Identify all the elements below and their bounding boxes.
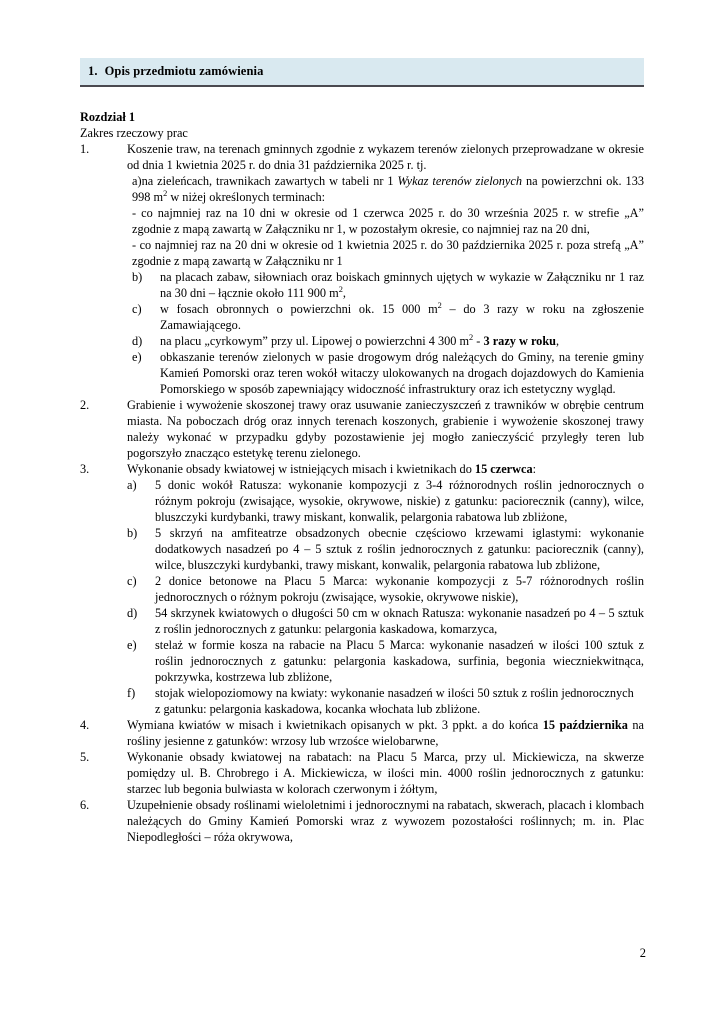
list-item-3d-marker: d) (127, 605, 138, 620)
list-item-1d-marker: d) (132, 334, 143, 349)
list-item-6-marker: 6. (80, 797, 90, 812)
page-content (80, 58, 644, 846)
list-item-5-text: Wykonanie obsady kwiatowej na rabatach: na Placu 5 Marca, przy ul. Mickiewicza, na skwerze pomiędzy ul. B. Chrobrego i A. Mickiewicza, w ilości min. 4000 roślin jednorocznych z gatunku: starzec lub begonia bulwiasta w kolorach czerwonym i żółtym, (127, 749, 644, 796)
list-item-3-letter-list (127, 478, 644, 718)
list-item-3d-text: 54 skrzynek kwiatowych o długości 50 cm w oknach Ratusza: wykonanie nasadzeń po 4 – 5 sztuk z roślin jednorocznych z gatunku: pelargonia kaskadowa, komarzyca, (155, 605, 644, 636)
list-item-4 (80, 718, 644, 750)
list-item-1d (132, 334, 644, 350)
list-item-4-marker: 4. (80, 717, 90, 732)
list-item-3f-marker: f) (127, 685, 136, 700)
list-item-3f (127, 686, 644, 718)
section-heading-band (80, 58, 644, 87)
list-item-4-text-part1: Wymiana kwiatów w misach i kwietnikach opisanych w pkt. 3 ppkt. a do końca (127, 717, 543, 732)
list-item-6-text: Uzupełnienie obsady roślinami wieloletnimi i jednorocznymi na rabatach, skwerach, placach i klombach należących do Gminy Kamień Pomorski wraz z wywozem pozostałości roślinnych; m. in. Plac Niepodległości – róża okrywowa, (127, 797, 644, 844)
list-item-1b-text-part2: , (342, 286, 346, 301)
list-item-4-text-part2: na rośliny jesienne z gatunków: wrzosy lub wrzośce wielobarwne, (127, 717, 644, 748)
section-heading-title: Opis przedmiotu zamówienia (104, 64, 264, 78)
list-item-1e (132, 350, 644, 398)
list-item-1c-text-part2: – do 3 razy w roku na zgłoszenie Zamawiającego. (160, 302, 644, 333)
list-item-1c-superscript: 2 (437, 301, 442, 311)
page-number: 2 (639, 946, 646, 960)
list-item-1a-dash-2: - co najmniej raz na 20 dni w okresie od 1 kwietnia 2025 r. do 30 października 2025 r. poza strefą „A” zgodnie z mapą zawartą w Załączniku nr 1 (132, 238, 644, 269)
list-item-1a-dash-1: - co najmniej raz na 10 dni w okresie od 1 czerwca 2025 r. do 30 września 2025 r. w strefie „A” zgodnie z mapą zawartą w Załączniku nr 1, w pozostałym okresie, co najmniej raz na 20 dni, (132, 206, 644, 237)
list-item-5-marker: 5. (80, 749, 90, 764)
list-item-1d-text-part1: na placu „cyrkowym” przy ul. Lipowej o powierzchni 4 300 m (160, 334, 470, 349)
list-item-1b-marker: b) (132, 270, 143, 285)
list-item-3e-text: stelaż w formie kosza na rabacie na Placu 5 Marca: wykonanie nasadzeń w ilości 100 sztuk z roślin jednorocznych z gatunku: pelargonia kaskadowa, surfinia, begonia wieczniekwitnąca, pokrzywka, kostrzewa lub zbliżone, (155, 637, 644, 684)
list-item-3e (127, 638, 644, 686)
list-item-1b-text-part1: na placach zabaw, siłowniach oraz boiskach gminnych ujętych w wykazie w Załączniku nr 1 raz na 30 dni – łącznie około 111 900 m (160, 270, 644, 301)
list-item-1-subitems (132, 174, 644, 398)
list-item-1a-superscript: 2 (163, 189, 168, 199)
list-item-1a-italic-ref: Wykaz terenów zielonych (397, 174, 522, 189)
list-item-2 (80, 398, 644, 462)
main-numbered-list (80, 142, 644, 845)
list-item-3f-text-line1: stojak wielopoziomowy na kwiaty: wykonanie nasadzeń w ilości 50 sztuk z roślin jednorocznych (155, 685, 634, 700)
list-item-3f-text-line2: z gatunku: pelargonia kaskadowa, kocanka włochata lub zbliżone. (155, 701, 481, 716)
chapter-subtitle: Zakres rzeczowy prac (80, 126, 188, 141)
list-item-1d-superscript: 2 (469, 333, 474, 343)
list-item-1-marker: 1. (80, 142, 90, 157)
list-item-3a-marker: a) (127, 477, 137, 492)
list-item-3a-text: 5 donic wokół Ratusza: wykonanie kompozycji z 3-4 różnorodnych roślin jednorocznych o różnym pokroju (zwisające, wysokie, okrywowe, niskie) z gatunku: paciorecznik (canny), wilce, bluszczyki kurdybanki, trawy miskant, konwalik, pelargonia rabatowa lub zbliżone, (155, 477, 644, 524)
list-item-3b-text: 5 skrzyń na amfiteatrze obsadzonych obecnie częściowo krzewami iglastymi: wykonanie dodatkowych nasadzeń po 4 – 5 sztuk z roślin jednorocznych z gatunku: paciorecznik (canny), wilce, bluszczyki kurdybanki, trawy miskant, konwalik, pelargonia rabatowa lub zbliżone, (155, 525, 644, 572)
list-item-3d (127, 606, 644, 638)
list-item-1e-marker: e) (132, 350, 142, 365)
list-item-1a-text-part2: na powierzchni ok. 133 998 m (132, 174, 645, 205)
list-item-4-bold-deadline: 15 października (542, 717, 628, 732)
list-item-3-lead-part1: Wykonanie obsady kwiatowej w istniejących misach i kwietnikach do (127, 462, 475, 476)
list-item-1c-text-part1: w fosach obronnych o powierzchni ok. 15 000 m (160, 302, 438, 317)
list-item-1d-bold-frequency: 3 razy w roku (483, 334, 557, 349)
list-item-3-bold-deadline: 15 czerwca (474, 462, 533, 476)
list-item-5 (80, 750, 644, 798)
list-item-6 (80, 798, 644, 846)
list-item-1a (132, 174, 644, 206)
list-item-3-lead-part2: : (532, 462, 537, 476)
list-item-1c-marker: c) (132, 302, 142, 317)
list-item-1-letter-list (132, 270, 644, 398)
list-item-1b-superscript: 2 (338, 285, 343, 295)
section-heading-number: 1. (88, 64, 98, 78)
list-item-1d-text-part2: - (473, 334, 484, 349)
list-item-1a-text-part3: w niżej określonych terminach: (167, 190, 326, 205)
list-item-1-lead: Koszenie traw, na terenach gminnych zgodnie z wykazem terenów zielonych przeprowadzane w okresie od dnia 1 kwietnia 2025 r. do dnia 31 października 2025 r. tj. (127, 142, 644, 173)
list-item-3b-marker: b) (127, 525, 138, 540)
list-item-4-text (127, 718, 644, 750)
list-item-2-marker: 2. (80, 398, 90, 413)
list-item-1b (132, 270, 644, 302)
list-item-1c (132, 302, 644, 334)
list-item-3e-marker: e) (127, 637, 137, 652)
list-item-1d-text-part3: , (556, 334, 560, 349)
list-item-3-marker: 3. (80, 462, 90, 476)
list-item-1 (80, 142, 644, 398)
list-item-3a (127, 478, 644, 526)
list-item-3c-marker: c) (127, 573, 137, 588)
list-item-3c-text: 2 donice betonowe na Placu 5 Marca: wykonanie kompozycji z 5-7 różnorodnych roślin jednorocznych o różnym pokroju (zwisające, wysokie, okrywowe niskie), (155, 573, 644, 604)
chapter-title: Rozdział 1 (80, 109, 135, 124)
list-item-1e-text: obkaszanie terenów zielonych w pasie drogowym dróg należących do Gminy, na terenie gminy Kamień Pomorski oraz teren wokół witaczy ulokowanych na drogach dojazdowych do Kamienia Pomorskiego w sposób zapewniający widoczność infrastruktury oraz ich estetyczny wygląd. (160, 350, 644, 397)
list-item-3 (80, 462, 644, 718)
list-item-3-lead (127, 462, 644, 478)
list-item-1a-marker: a) (132, 174, 142, 189)
list-item-3c (127, 574, 644, 606)
list-item-3b (127, 526, 644, 574)
list-item-2-text: Grabienie i wywożenie skoszonej trawy oraz usuwanie zanieczyszczeń z trawników w obrębie centrum miasta. Na poboczach dróg oraz innych terenach koszonych, grabienie i wywożenie skoszonej trawy należy wykonać w przypadku gdyby pozostawienie jej mogło zanieczyścić przyległy teren lub pogorszyło znacząco estetykę terenu zielonego. (127, 398, 644, 461)
list-item-1a-text-part1: na zieleńcach, trawnikach zawartych w tabeli nr 1 (141, 174, 398, 189)
